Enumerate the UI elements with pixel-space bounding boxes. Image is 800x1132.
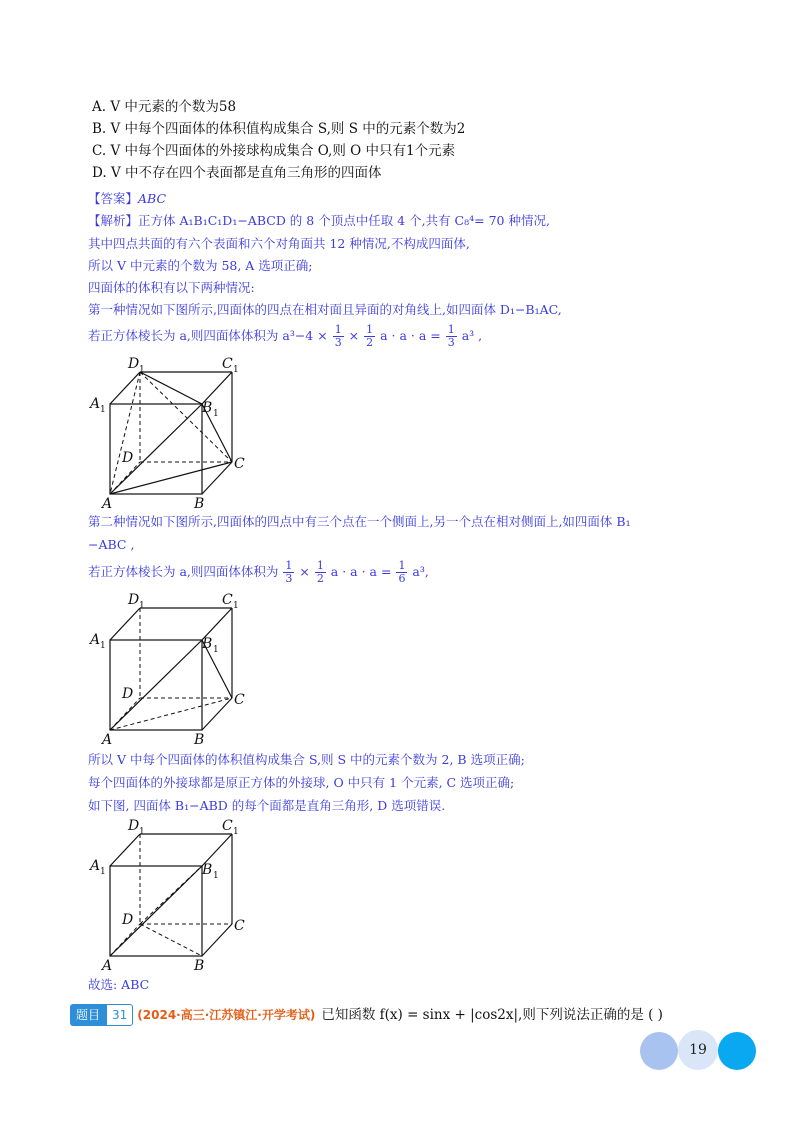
label-b1: B bbox=[202, 636, 213, 652]
label-a: A bbox=[102, 958, 113, 974]
analysis-line-7: 第二种情况如下图所示,四面体的四点中有三个点在一个侧面上,另一个点在相对侧面上,如四面体 B₁ bbox=[88, 514, 631, 529]
conclusion-line: 故选: ABC bbox=[88, 977, 150, 992]
fraction-one-third: $\frac{1}{3}$ bbox=[334, 323, 342, 349]
analysis-line-1: 【解析】正方体 A₁B₁C₁D₁−ABCD 的 8 个顶点中任取 4 个,共有 C₈⁴= 70 种情况, bbox=[88, 213, 550, 228]
analysis-line-8: −ABC , bbox=[88, 537, 135, 552]
option-a: A. V 中元素的个数为58 bbox=[92, 99, 237, 115]
svg-text:1: 1 bbox=[139, 365, 145, 375]
analysis-line-3: 所以 V 中元素的个数为 58, A 选项正确; bbox=[88, 258, 313, 273]
label-c1: C bbox=[222, 592, 233, 608]
fraction-one-half-b: $\frac{1}{2}$ bbox=[316, 559, 324, 585]
label-b: B bbox=[194, 958, 205, 974]
label-a: A bbox=[102, 732, 113, 748]
label-b1: B bbox=[202, 400, 213, 416]
answer-value: ABC bbox=[138, 191, 167, 206]
label-d: D bbox=[122, 686, 134, 702]
fraction-one-third-b: $\frac{1}{3}$ bbox=[285, 559, 293, 585]
analysis-line-4: 四面体的体积有以下两种情况: bbox=[88, 280, 255, 295]
fraction-one-sixth: $\frac{1}{6}$ bbox=[398, 559, 406, 585]
analysis-tag: 【解析】 bbox=[88, 213, 139, 228]
svg-text:1: 1 bbox=[139, 827, 145, 837]
label-a1: A bbox=[90, 858, 101, 874]
option-b: B. V 中每个四面体的体积值构成集合 S,则 S 中的元素个数为2 bbox=[92, 121, 466, 137]
question-source: (2024·高三·江苏镇江·开学考试) bbox=[137, 1008, 316, 1022]
label-d: D bbox=[122, 912, 134, 928]
svg-text:1: 1 bbox=[233, 601, 239, 611]
svg-text:1: 1 bbox=[100, 405, 106, 415]
cube-figure-3 bbox=[88, 814, 258, 978]
label-b1: B bbox=[202, 862, 213, 878]
analysis-line-12: 如下图, 四面体 B₁−ABD 的每个面都是直角三角形, D 选项错误. bbox=[88, 798, 446, 813]
svg-text:1: 1 bbox=[213, 645, 219, 655]
cube-figure-1 bbox=[88, 352, 258, 516]
analysis-line-5: 第一种情况如下图所示,四面体的四点在相对面且异面的对角线上,如四面体 D₁−B₁AC, bbox=[88, 302, 562, 317]
page-circle-right bbox=[718, 1032, 756, 1070]
label-a1: A bbox=[90, 632, 101, 648]
analysis-line-6: 若正方体棱长为 a,则四面体体积为 a³−4 × $\frac{1}{3}$ × $\frac{1}{2}$ a · a · a = $\frac{1}{3}$ a³ , bbox=[88, 323, 483, 349]
option-d: D. V 中不存在四个表面都是直角三角形的四面体 bbox=[92, 165, 382, 181]
label-c1: C bbox=[222, 818, 233, 834]
option-c: C. V 中每个四面体的外接球构成集合 O,则 O 中只有1个元素 bbox=[92, 143, 456, 159]
svg-text:1: 1 bbox=[213, 409, 219, 419]
question-text: 已知函数 f(x) = sinx + |cos2x|,则下列说法正确的是 ( ) bbox=[321, 1007, 663, 1023]
label-c: C bbox=[234, 918, 245, 934]
cube-figure-2 bbox=[88, 588, 258, 752]
answer-line bbox=[88, 190, 166, 208]
page-number-badge bbox=[640, 1030, 758, 1070]
fraction-one-half: $\frac{1}{2}$ bbox=[366, 323, 374, 349]
label-c: C bbox=[234, 692, 245, 708]
label-d1: D bbox=[128, 818, 140, 834]
analysis-line-2: 其中四点共面的有六个表面和六个对角面共 12 种情况,不构成四面体, bbox=[88, 236, 470, 251]
svg-text:1: 1 bbox=[100, 867, 106, 877]
analysis-line-11: 每个四面体的外接球都是原正方体的外接球, O 中只有 1 个元素, C 选项正确; bbox=[88, 775, 515, 790]
page-circle-left bbox=[640, 1032, 678, 1070]
svg-text:1: 1 bbox=[139, 601, 145, 611]
label-c: C bbox=[234, 456, 245, 472]
label-c1: C bbox=[222, 356, 233, 372]
svg-text:1: 1 bbox=[233, 827, 239, 837]
fraction-one-third-result: $\frac{1}{3}$ bbox=[447, 323, 455, 349]
answer-tag: 【答案】 bbox=[88, 191, 139, 206]
svg-text:1: 1 bbox=[233, 365, 239, 375]
question-31 bbox=[70, 1004, 663, 1026]
analysis-line-10: 所以 V 中每个四面体的体积值构成集合 S,则 S 中的元素个数为 2, B 选项正确; bbox=[88, 752, 525, 767]
question-label: 题目 bbox=[70, 1004, 106, 1026]
label-b: B bbox=[194, 496, 205, 512]
question-number: 31 bbox=[106, 1004, 133, 1026]
svg-text:1: 1 bbox=[100, 641, 106, 651]
label-d1: D bbox=[128, 356, 140, 372]
label-a1: A bbox=[90, 396, 101, 412]
analysis-line-9: 若正方体棱长为 a,则四面体体积为 $\frac{1}{3}$ × $\frac{1}{2}$ a · a · a = $\frac{1}{6}$ a³, bbox=[88, 559, 429, 585]
label-a: A bbox=[102, 496, 113, 512]
svg-text:1: 1 bbox=[213, 871, 219, 881]
page-number: 19 bbox=[678, 1030, 718, 1070]
label-b: B bbox=[194, 732, 205, 748]
label-d: D bbox=[122, 450, 134, 466]
label-d1: D bbox=[128, 592, 140, 608]
